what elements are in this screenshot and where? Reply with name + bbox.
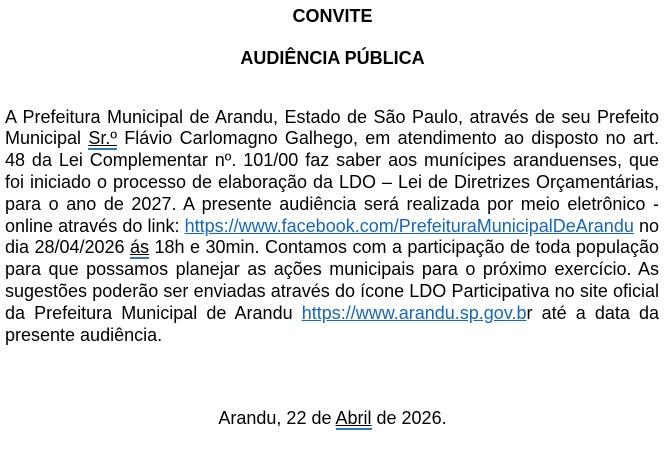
grammar-flagged-as-word: ás: [130, 237, 150, 258]
body-segment-3: no dia 28/04/2026: [5, 215, 659, 258]
grammar-flagged-month: Abril: [335, 408, 372, 429]
document-subtitle: AUDIÊNCIA PÚBLICA: [240, 47, 425, 68]
date-line: [0, 408, 665, 430]
body-segment-5: r até a data da presente audiência.: [5, 302, 660, 345]
document-title: CONVITE: [292, 6, 373, 26]
body-segment-4: 18h e 30min. Contamos com a participação de toda população para que possamos planejar as ações municipais para o próximo exercício. As sugestões poderão ser enviadas através do ícone LDO Participativa no site oficial da Prefeitura Municipal de Arandu: [5, 237, 659, 323]
grammar-flagged-sr-abbrev: Sr.º: [88, 128, 117, 149]
body-segment-2: Flávio Carlomagno Galhego, em atendimento ao disposto no art. 48 da Lei Complementar nº. 101/00 faz saber aos munícipes aranduenses, que foi iniciado o processo de elaboração da LDO – Lei de Diretrizes Orçamentárias, para o ano de 2027. A presente audiência será realizada por meio eletrônico - online através do link:: [5, 128, 659, 236]
date-suffix: de 2026.: [371, 408, 447, 429]
body-segment-1: A Prefeitura Municipal de Arandu, Estado de São Paulo, através de seu Prefeito Municipal: [5, 106, 659, 149]
arandu-site-hyperlink[interactable]: https://www.arandu.sp.gov.b: [301, 302, 527, 323]
body-paragraph: [0, 107, 665, 347]
facebook-hyperlink[interactable]: https://www.facebook.com/PrefeituraMunicipalDeArandu: [184, 215, 634, 236]
date-prefix: Arandu, 22 de: [218, 408, 336, 429]
